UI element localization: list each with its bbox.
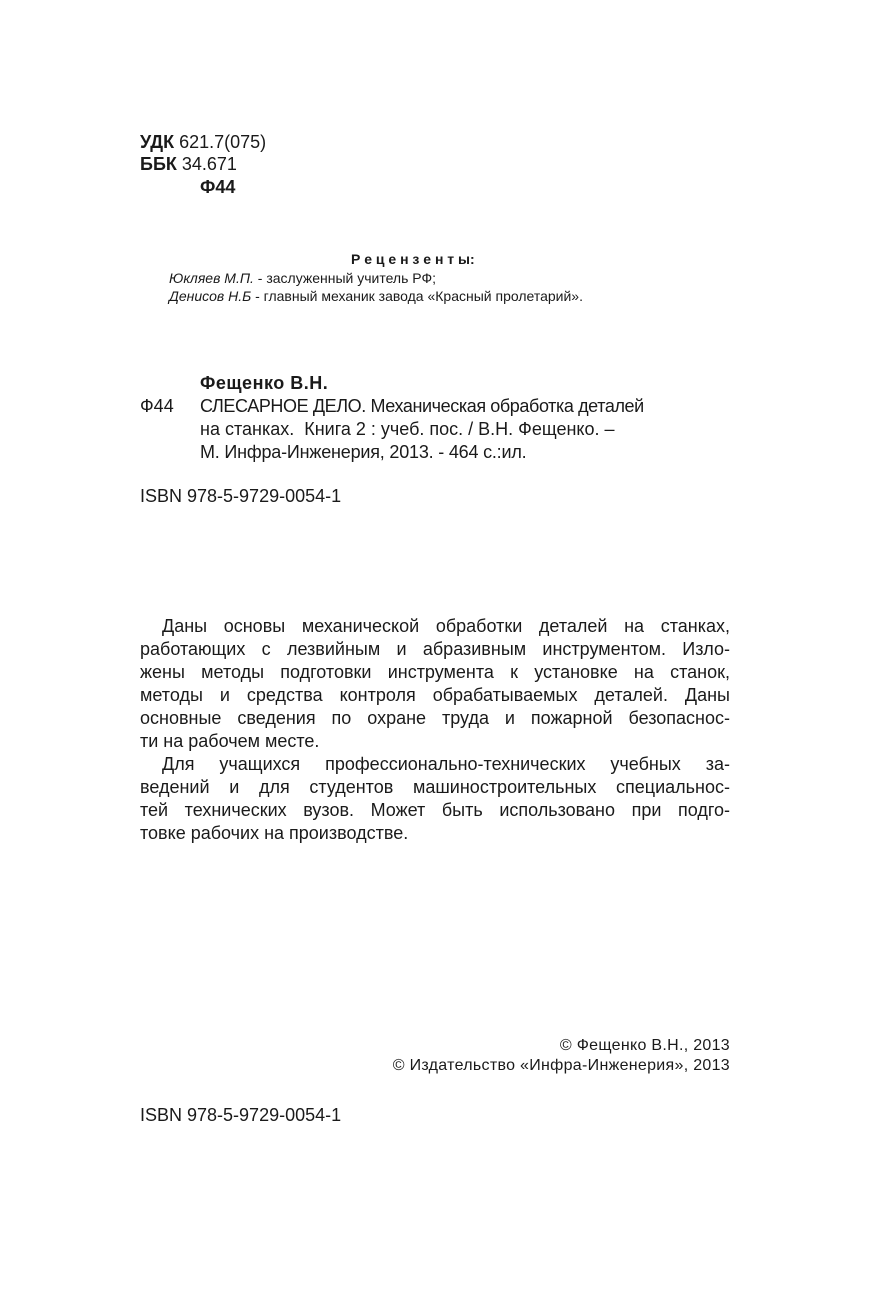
bib-line: на станках. Книга 2 : учеб. пос. / В.Н. Фещенко. – [200, 419, 615, 439]
abstract-line: методы и средства контроля обрабатываемых деталей. Даны [140, 685, 730, 705]
abstract-line: работающих с лезвийным и абразивным инструментом. Изло- [140, 639, 730, 659]
reviewer-name: Денисов Н.Б [169, 288, 252, 304]
bib-author: Фещенко В.Н. [200, 373, 329, 393]
udk-line [140, 131, 266, 153]
abstract-line: товке рабочих на производстве. [140, 823, 409, 843]
udk-value: 621.7(075) [179, 132, 267, 152]
udk-label: УДК [140, 132, 175, 152]
bib-line: М. Инфра-Инженерия, 2013. - 464 с.:ил. [200, 442, 527, 462]
bib-line: СЛЕСАРНОЕ ДЕЛО. Механическая обработка деталей [200, 396, 644, 416]
reviewer-item [169, 269, 436, 287]
reviewer-desc: - заслуженный учитель РФ; [253, 270, 436, 286]
bib-mark: Ф44 [140, 396, 174, 416]
author-mark: Ф44 [200, 177, 236, 197]
abstract-line: ведений и для студентов машиностроительных специальнос- [140, 777, 730, 797]
copyright-line: © Фещенко В.Н., 2013 [559, 1037, 730, 1054]
reviewer-desc: - главный механик завода «Красный пролетарий». [251, 288, 583, 304]
reviewer-item [169, 287, 583, 305]
abstract-line: Для учащихся профессионально-технических учебных за- [162, 754, 730, 774]
abstract-line: Даны основы механической обработки деталей на станках, [162, 616, 730, 636]
isbn: ISBN 978-5-9729-0054-1 [140, 486, 342, 506]
abstract-line: ти на рабочем месте. [140, 731, 320, 751]
reviewers-heading: Р е ц е н з е н т ы: [351, 251, 475, 267]
reviewer-name: Юкляев М.П. [169, 270, 254, 286]
bbk-label: ББК [140, 154, 177, 174]
abstract-line: основные сведения по охране труда и пожарной безопаснос- [140, 708, 730, 728]
abstract-line: жены методы подготовки инструмента к установке на станок, [140, 662, 730, 682]
isbn-bottom: ISBN 978-5-9729-0054-1 [140, 1105, 342, 1125]
bbk-line [140, 153, 237, 175]
bbk-value: 34.671 [181, 154, 237, 174]
copyright-line: © Издательство «Инфра-Инженерия», 2013 [392, 1057, 730, 1074]
abstract-line: тей технических вузов. Может быть использовано при подго- [140, 800, 730, 820]
